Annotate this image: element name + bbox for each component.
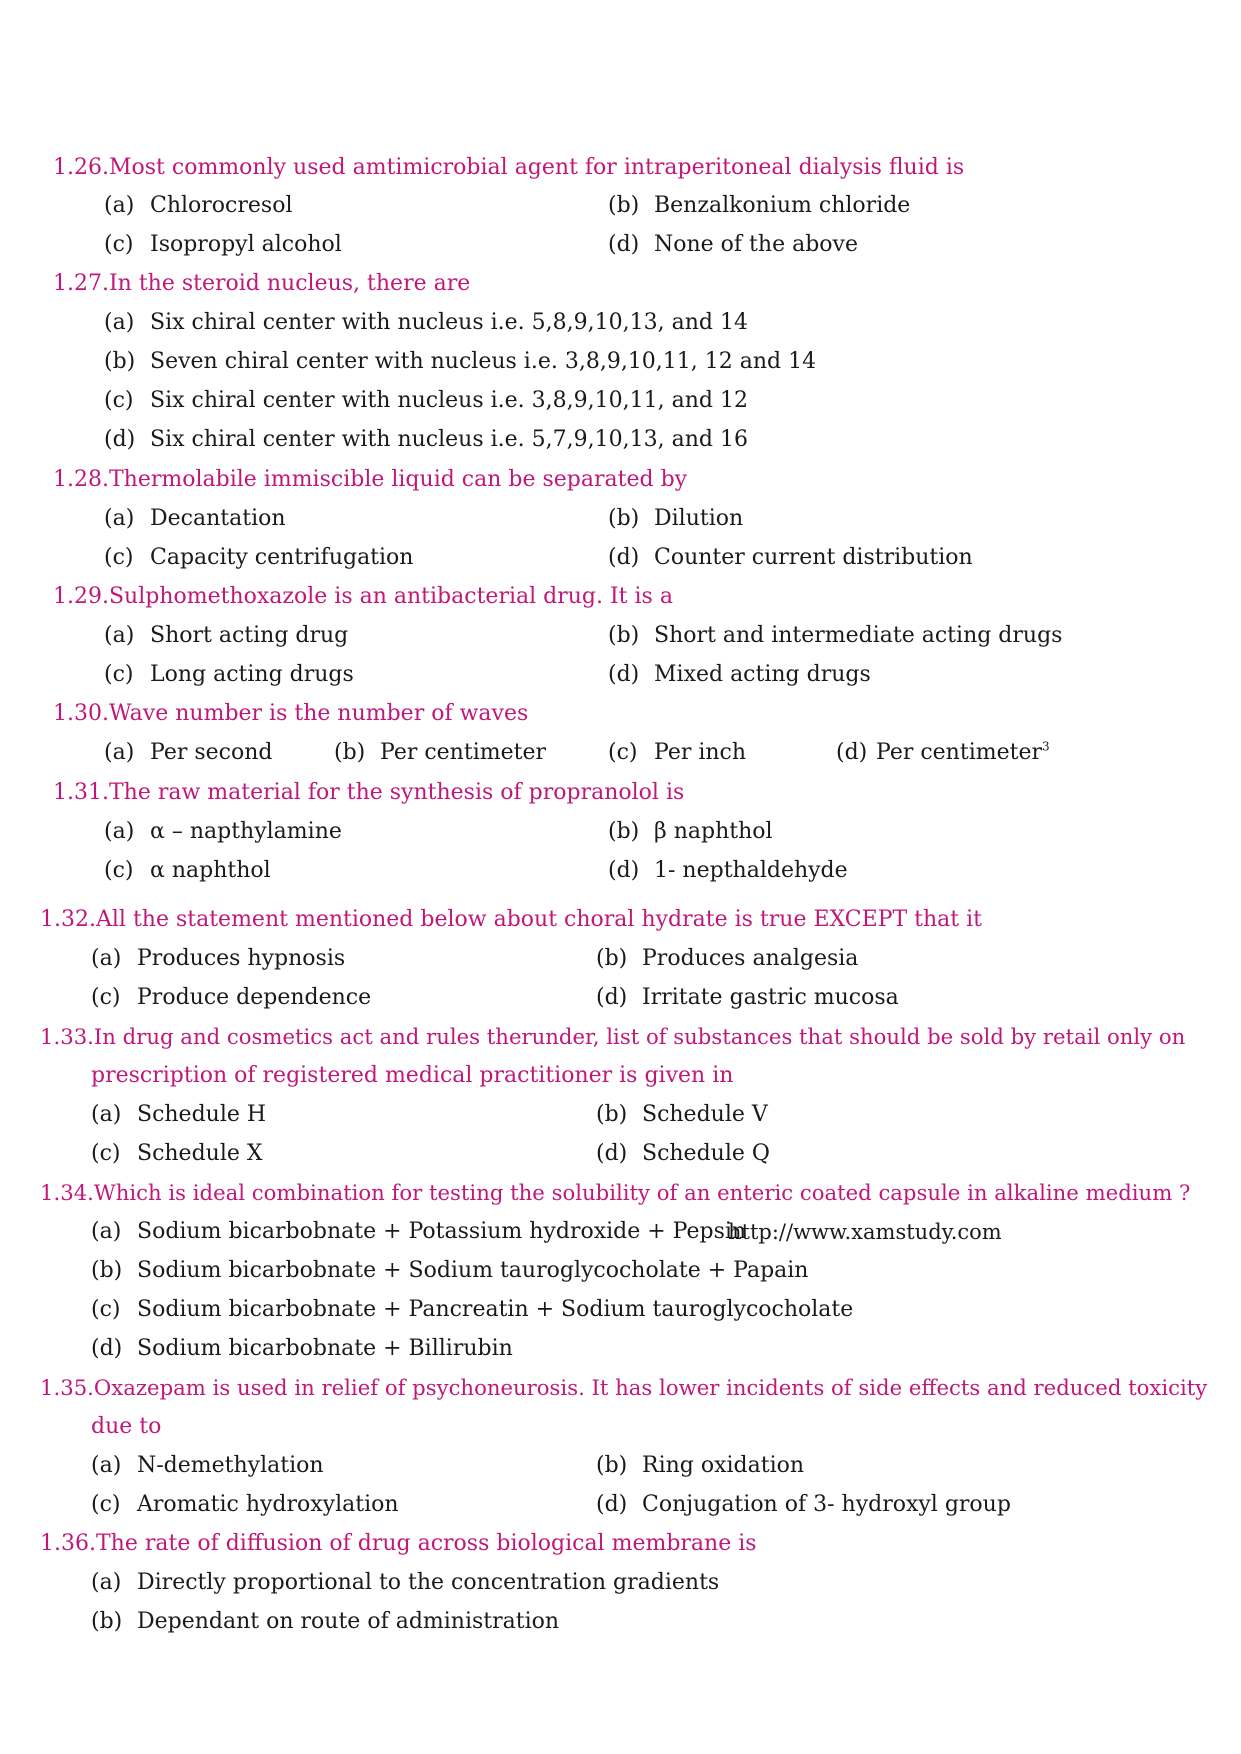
option-label: (c) [91, 985, 121, 1010]
option-text: Benzalkonium chloride [654, 193, 911, 218]
question-1-33-continued [91, 1062, 733, 1090]
option-label: (a) [104, 819, 135, 844]
option-text: α – napthylamine [150, 819, 342, 844]
option-text: Sodium bicarbobnate + Pancreatin + Sodium tauroglycocholate [137, 1297, 854, 1322]
option-label: (b) [104, 349, 136, 374]
option-text: α naphthol [150, 858, 271, 883]
option-label: (a) [104, 623, 135, 648]
question-text: In drug and cosmetics act and rules therunder, list of substances that should be sold by retail only on [93, 1024, 1186, 1049]
option-1-34-c [91, 1296, 853, 1324]
option-1-27-c [104, 387, 748, 415]
question-text: Wave number is the number of waves [108, 701, 529, 726]
option-1-31-b [608, 818, 773, 846]
question-number: 1.27. [53, 271, 109, 296]
option-text: Conjugation of 3- hydroxyl group [642, 1492, 1011, 1517]
option-1-34-a [91, 1218, 746, 1246]
question-1-30 [53, 700, 528, 728]
option-text: None of the above [654, 232, 858, 257]
option-label: (a) [104, 193, 135, 218]
question-text: The rate of diffusion of drug across biological membrane is [95, 1531, 757, 1556]
option-label: (c) [91, 1297, 121, 1322]
option-1-29-b [608, 622, 1062, 650]
option-text: Ring oxidation [642, 1453, 805, 1478]
option-1-33-b [596, 1101, 768, 1129]
option-text: Isopropyl alcohol [150, 232, 342, 257]
option-label: (d) [608, 545, 640, 570]
question-1-27 [53, 270, 470, 298]
option-text: Mixed acting drugs [654, 662, 871, 687]
option-1-29-c [104, 661, 354, 689]
option-label: (a) [104, 310, 135, 335]
option-text: N-demethylation [137, 1453, 324, 1478]
question-number: 1.33. [40, 1024, 94, 1049]
option-text: Sodium bicarbobnate + Potassium hydroxide + Pepsin [137, 1219, 747, 1244]
question-text: Sulphomethoxazole is an antibacterial drug. It is a [108, 584, 673, 609]
option-text: Dilution [654, 506, 744, 531]
option-text: Irritate gastric mucosa [642, 985, 899, 1010]
option-text: Aromatic hydroxylation [137, 1492, 399, 1517]
option-label: (b) [608, 819, 640, 844]
option-1-35-c [91, 1491, 399, 1519]
option-label: (a) [91, 1453, 122, 1478]
option-label: (b) [91, 1258, 123, 1283]
question-number: 1.28. [53, 467, 109, 492]
question-number: 1.35. [40, 1375, 94, 1400]
option-1-35-a [91, 1452, 324, 1480]
option-text: Dependant on route of administration [137, 1609, 560, 1634]
option-1-32-d [596, 984, 899, 1012]
option-text: Sodium bicarbobnate + Billirubin [137, 1336, 513, 1361]
option-label: (c) [104, 858, 134, 883]
option-1-33-a [91, 1101, 266, 1129]
question-text-continued: prescription of registered medical practitioner is given in [91, 1063, 734, 1088]
option-label: (c) [104, 388, 134, 413]
option-1-28-c [104, 544, 413, 572]
option-label: (c) [91, 1141, 121, 1166]
option-1-34-b [91, 1257, 808, 1285]
option-label: (d) [596, 1492, 628, 1517]
option-text: Seven chiral center with nucleus i.e. 3,8,9,10,11, 12 and 14 [150, 349, 817, 374]
option-1-26-c [104, 231, 342, 259]
question-1-26 [53, 154, 964, 182]
option-text: Per inch [654, 740, 747, 765]
option-1-33-c [91, 1140, 263, 1168]
option-1-31-c [104, 857, 271, 885]
question-number: 1.26. [53, 155, 109, 180]
option-label: (a) [91, 1219, 122, 1244]
option-label: (d) [608, 232, 640, 257]
option-label: (b) [608, 506, 640, 531]
option-1-31-a [104, 818, 342, 846]
option-1-33-d [596, 1140, 770, 1168]
question-number: 1.29. [53, 584, 109, 609]
option-text: Chlorocresol [150, 193, 293, 218]
option-text: Six chiral center with nucleus i.e. 3,8,9,10,11, and 12 [150, 388, 748, 413]
option-text: Directly proportional to the concentration gradients [137, 1570, 720, 1595]
option-1-26-d [608, 231, 858, 259]
option-label: (d) [596, 985, 628, 1010]
option-1-26-b [608, 192, 910, 220]
option-label: (a) [91, 946, 122, 971]
option-text: Schedule H [137, 1102, 267, 1127]
option-label: (a) [104, 740, 135, 765]
option-1-36-a [91, 1569, 719, 1597]
option-1-35-b [596, 1452, 804, 1480]
option-label: (b) [91, 1609, 123, 1634]
question-text: Thermolabile immiscible liquid can be separated by [108, 467, 688, 492]
option-1-28-b [608, 505, 743, 533]
option-text: Schedule Q [642, 1141, 770, 1166]
option-label: (d) [608, 858, 640, 883]
option-text: Decantation [150, 506, 286, 531]
question-text: The raw material for the synthesis of propranolol is [108, 780, 685, 805]
question-number: 1.30. [53, 701, 109, 726]
question-text-continued: due to [91, 1414, 162, 1439]
option-text: Per centimeter [876, 740, 1042, 765]
option-1-27-d [104, 426, 748, 454]
option-text: 1- nepthaldehyde [654, 858, 848, 883]
option-label: (b) [596, 946, 628, 971]
option-label: (b) [596, 1453, 628, 1478]
option-text: Short and intermediate acting drugs [654, 623, 1063, 648]
option-1-29-a [104, 622, 348, 650]
option-text: Schedule X [137, 1141, 263, 1166]
option-1-32-b [596, 945, 858, 973]
option-label: (a) [104, 506, 135, 531]
option-1-27-a [104, 309, 748, 337]
question-number: 1.31. [53, 780, 109, 805]
option-1-28-d [608, 544, 973, 572]
question-1-28 [53, 466, 687, 494]
option-1-35-d [596, 1491, 1011, 1519]
question-1-36 [40, 1530, 757, 1558]
option-1-30-c [608, 739, 746, 767]
option-text: Produces hypnosis [137, 946, 346, 971]
option-1-32-a [91, 945, 345, 973]
option-label: (d) [104, 427, 136, 452]
option-label: (b) [334, 740, 366, 765]
option-text: Schedule V [642, 1102, 768, 1127]
question-text: Oxazepam is used in relief of psychoneurosis. It has lower incidents of side effects and reduced toxicity [93, 1375, 1208, 1400]
option-1-29-d [608, 661, 871, 689]
superscript: 3 [1042, 739, 1050, 754]
option-text: Six chiral center with nucleus i.e. 5,7,9,10,13, and 16 [150, 427, 748, 452]
option-label: (a) [91, 1102, 122, 1127]
option-text: Produces analgesia [642, 946, 859, 971]
option-label: (b) [608, 193, 640, 218]
question-1-29 [53, 583, 673, 611]
option-text: Counter current distribution [654, 545, 973, 570]
question-1-33 [40, 1023, 1185, 1051]
option-text: Six chiral center with nucleus i.e. 5,8,9,10,13, and 14 [150, 310, 748, 335]
option-text: Short acting drug [150, 623, 349, 648]
option-1-28-a [104, 505, 286, 533]
question-number: 1.34. [40, 1180, 94, 1205]
option-label: (b) [608, 623, 640, 648]
option-text: Sodium bicarbobnate + Sodium tauroglycocholate + Papain [137, 1258, 809, 1283]
option-text: Per second [150, 740, 273, 765]
option-label: (a) [91, 1570, 122, 1595]
option-1-26-a [104, 192, 292, 220]
question-text: All the statement mentioned below about choral hydrate is true EXCEPT that it [95, 907, 982, 932]
option-1-31-d [608, 857, 848, 885]
option-label: (b) [596, 1102, 628, 1127]
option-text: Long acting drugs [150, 662, 354, 687]
option-1-34-d [91, 1335, 513, 1363]
option-label: (d) [91, 1336, 123, 1361]
option-text: β naphthol [654, 819, 773, 844]
question-1-32 [40, 906, 982, 934]
option-1-27-b [104, 348, 816, 376]
option-label: (c) [91, 1492, 121, 1517]
option-text: Produce dependence [137, 985, 372, 1010]
question-1-35 [40, 1374, 1207, 1402]
option-text: Capacity centrifugation [150, 545, 414, 570]
option-1-30-d [836, 739, 1050, 767]
question-number: 1.36. [40, 1531, 96, 1556]
question-text: Most commonly used amtimicrobial agent for intraperitoneal dialysis fluid is [108, 155, 965, 180]
option-1-36-b [91, 1608, 559, 1636]
option-label: (c) [104, 545, 134, 570]
option-1-30-a [104, 739, 272, 767]
option-label: (c) [104, 232, 134, 257]
question-text: In the steroid nucleus, there are [108, 271, 471, 296]
option-label: (d) [596, 1141, 628, 1166]
question-1-35-continued [91, 1413, 161, 1441]
question-number: 1.32. [40, 907, 96, 932]
question-text: Which is ideal combination for testing the solubility of an enteric coated capsule in alkaline medium ? [93, 1180, 1191, 1205]
option-1-32-c [91, 984, 371, 1012]
option-1-30-b [334, 739, 546, 767]
option-label: (d) [608, 662, 640, 687]
option-label: (d) [836, 740, 868, 765]
option-text: Per centimeter [380, 740, 546, 765]
option-label: (c) [608, 740, 638, 765]
watermark-url: http://www.xamstudy.com [728, 1220, 1002, 1244]
question-1-34 [40, 1179, 1190, 1207]
question-1-31 [53, 779, 684, 807]
option-label: (c) [104, 662, 134, 687]
